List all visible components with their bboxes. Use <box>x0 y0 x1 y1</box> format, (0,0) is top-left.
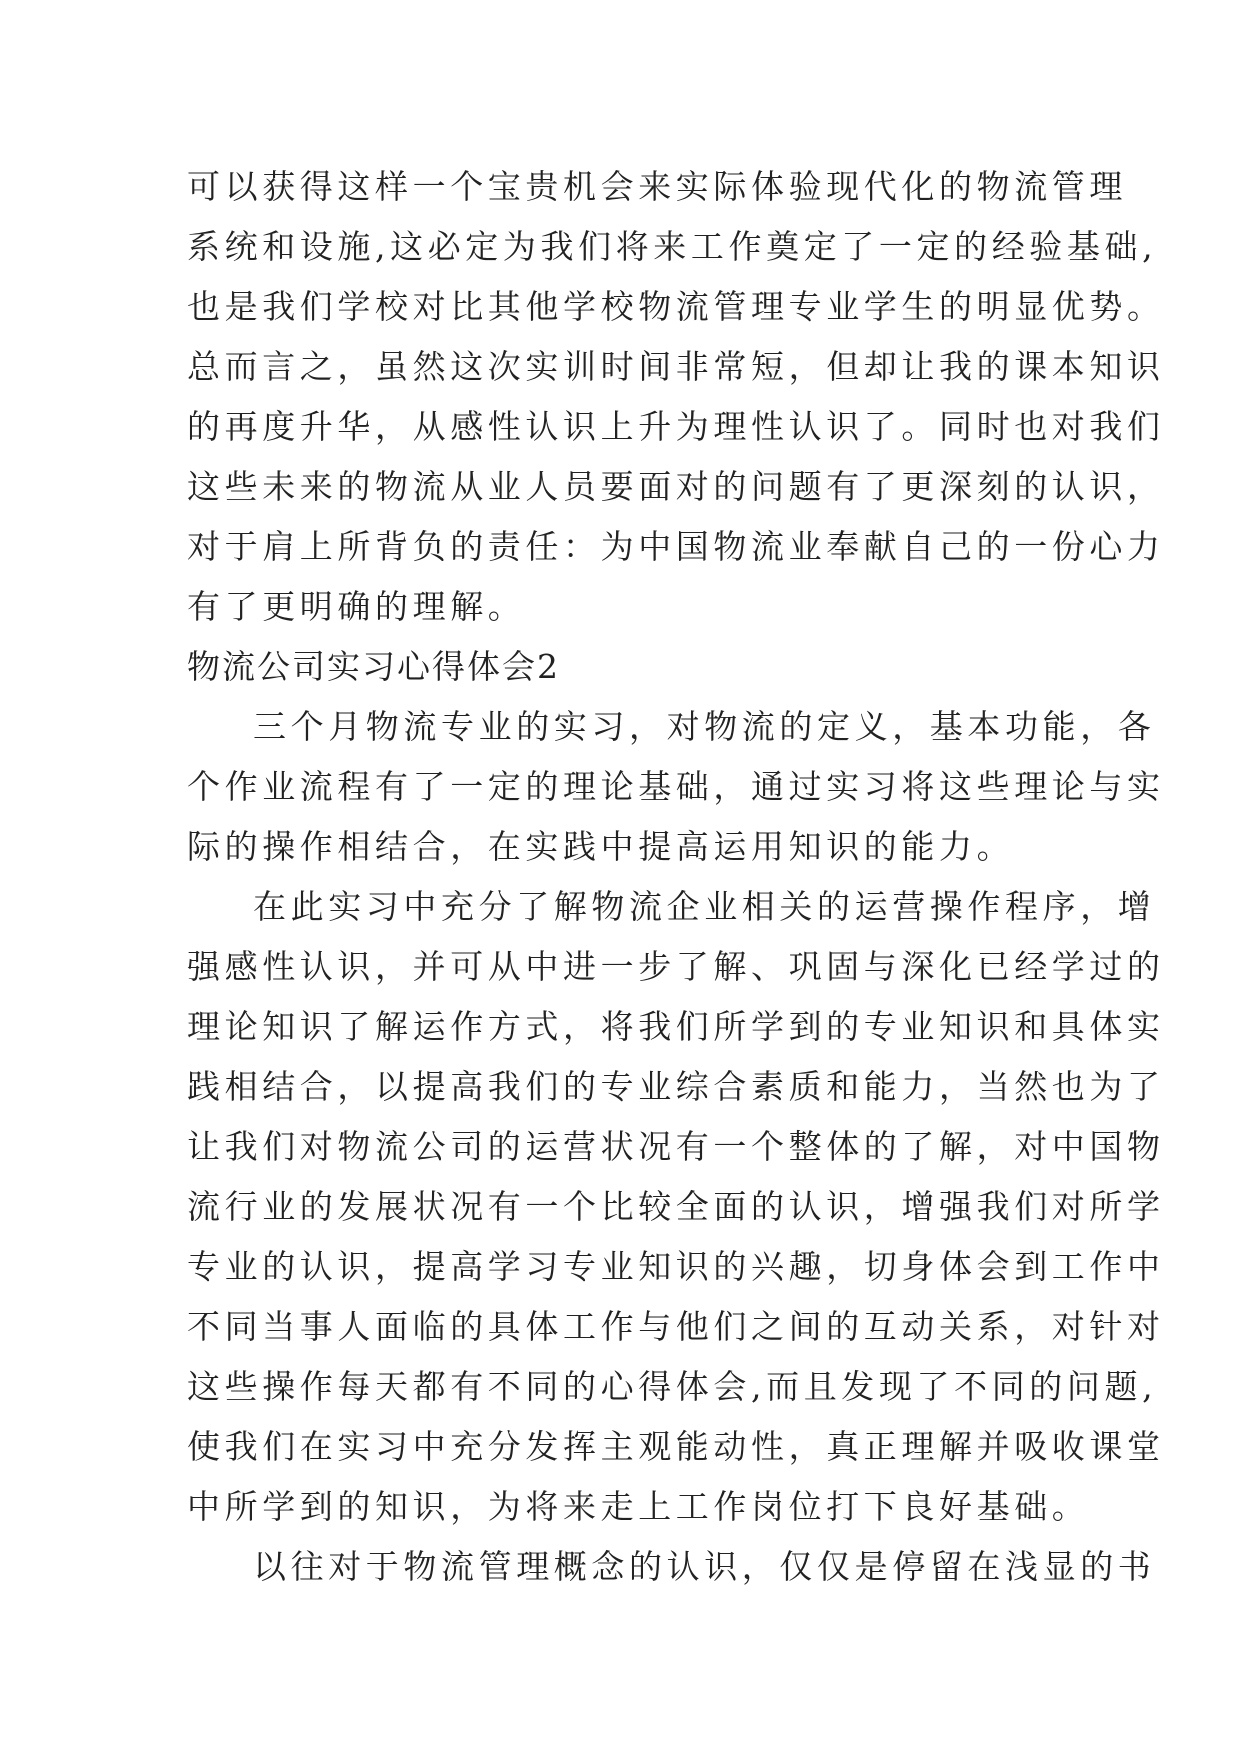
text-line: 这些未来的物流从业人员要面对的问题有了更深刻的认识， <box>187 467 1165 506</box>
text-line: 可以获得这样一个宝贵机会来实际体验现代化的物流管理 <box>187 167 1127 206</box>
paragraph-first-line: 在此实习中充分了解物流企业相关的运营操作程序，增 <box>253 887 1156 926</box>
text-line: 强感性认识，并可从中进一步了解、巩固与深化已经学过的 <box>187 947 1165 986</box>
text-line: 对于肩上所背负的责任：为中国物流业奉献自己的一份心力 <box>187 527 1165 566</box>
text-line: 中所学到的知识，为将来走上工作岗位打下良好基础。 <box>187 1487 1090 1526</box>
text-line: 使我们在实习中充分发挥主观能动性，真正理解并吸收课堂 <box>187 1427 1165 1466</box>
paragraph-first-line: 以往对于物流管理概念的认识，仅仅是停留在浅显的书 <box>253 1547 1156 1586</box>
text-line: 理论知识了解运作方式，将我们所学到的专业知识和具体实 <box>187 1007 1165 1046</box>
text-line: 际的操作相结合，在实践中提高运用知识的能力。 <box>187 827 1015 866</box>
text-line: 践相结合，以提高我们的专业综合素质和能力，当然也为了 <box>187 1067 1165 1106</box>
text-line: 系统和设施,这必定为我们将来工作奠定了一定的经验基础, <box>187 227 1158 266</box>
text-line: 有了更明确的理解。 <box>187 587 526 626</box>
paragraph-first-line: 三个月物流专业的实习，对物流的定义，基本功能，各 <box>253 707 1156 746</box>
text-line: 这些操作每天都有不同的心得体会,而且发现了不同的问题, <box>187 1367 1158 1406</box>
text-line: 也是我们学校对比其他学校物流管理专业学生的明显优势。 <box>187 287 1165 326</box>
text-line: 个作业流程有了一定的理论基础，通过实习将这些理论与实 <box>187 767 1165 806</box>
text-line: 让我们对物流公司的运营状况有一个整体的了解，对中国物 <box>187 1127 1165 1166</box>
text-line: 流行业的发展状况有一个比较全面的认识，增强我们对所学 <box>187 1187 1165 1226</box>
text-line: 的再度升华，从感性认识上升为理性认识了。同时也对我们 <box>187 407 1165 446</box>
section-heading: 物流公司实习心得体会2 <box>187 647 560 686</box>
text-line: 总而言之，虽然这次实训时间非常短，但却让我的课本知识 <box>187 347 1165 386</box>
text-line: 不同当事人面临的具体工作与他们之间的互动关系，对针对 <box>187 1307 1165 1346</box>
text-line: 专业的认识，提高学习专业知识的兴趣，切身体会到工作中 <box>187 1247 1165 1286</box>
